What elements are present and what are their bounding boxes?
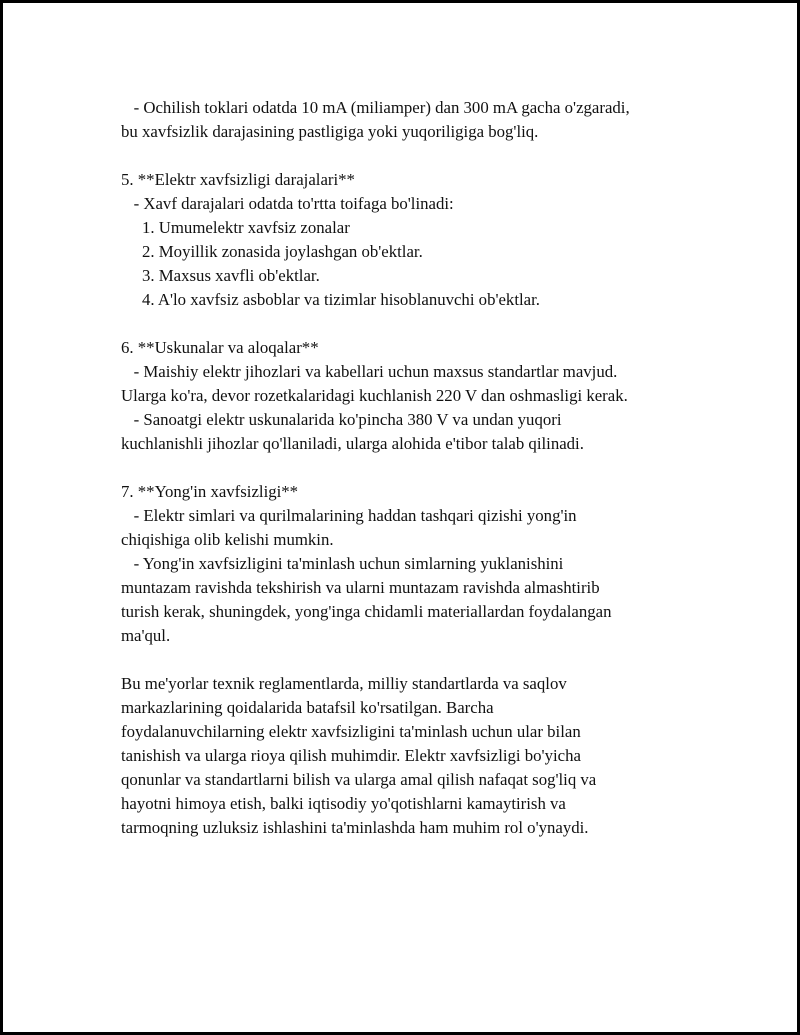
numbered-item: 3. Maxsus xavfli ob'ektlar. — [121, 266, 320, 285]
text-line: ma'qul. — [121, 626, 171, 645]
text-line: Ularga ko'ra, devor rozetkalaridagi kuchlanish 220 V dan oshmasligi kerak. — [121, 386, 628, 405]
text-line: chiqishiga olib kelishi mumkin. — [121, 530, 334, 549]
paragraph-spacer — [121, 312, 701, 336]
text-line: - Ochilish toklari odatda 10 mA (miliamper) dan 300 mA gacha o'zgaradi, — [121, 98, 630, 117]
leakage-current-paragraph — [121, 96, 701, 144]
text-line: tarmoqning uzluksiz ishlashini ta'minlashda ham muhim rol o'ynaydi. — [121, 818, 589, 837]
section-equipment — [121, 336, 701, 456]
section-heading: 6. **Uskunalar va aloqalar** — [121, 338, 319, 357]
numbered-item: 1. Umumelektr xavfsiz zonalar — [121, 218, 350, 237]
text-line: foydalanuvchilarning elektr xavfsizligini ta'minlash uchun ular bilan — [121, 722, 581, 741]
document-body — [121, 96, 701, 840]
paragraph-spacer — [121, 456, 701, 480]
text-line: bu xavfsizlik darajasining pastligiga yoki yuqoriligiga bog'liq. — [121, 122, 539, 141]
section-safety-levels — [121, 168, 701, 312]
text-line: kuchlanishli jihozlar qo'llaniladi, ularga alohida e'tibor talab qilinadi. — [121, 434, 584, 453]
text-line: Bu me'yorlar texnik reglamentlarda, milliy standartlarda va saqlov — [121, 674, 567, 693]
bullet-line: - Xavf darajalari odatda to'rtta toifaga bo'linadi: — [121, 194, 454, 213]
text-line: tanishish va ularga rioya qilish muhimdir. Elektr xavfsizligi bo'yicha — [121, 746, 581, 765]
section-fire-safety — [121, 480, 701, 648]
bullet-line: - Elektr simlari va qurilmalarining haddan tashqari qizishi yong'in — [121, 506, 577, 525]
numbered-item: 4. A'lo xavfsiz asboblar va tizimlar hisoblanuvchi ob'ektlar. — [121, 290, 540, 309]
text-line: hayotni himoya etish, balki iqtisodiy yo'qotishlarni kamaytirish va — [121, 794, 566, 813]
text-line: markazlarining qoidalarida batafsil ko'rsatilgan. Barcha — [121, 698, 494, 717]
numbered-item: 2. Moyillik zonasida joylashgan ob'ektlar. — [121, 242, 423, 261]
paragraph-spacer — [121, 144, 701, 168]
text-line: turish kerak, shuningdek, yong'inga chidamli materiallardan foydalangan — [121, 602, 612, 621]
section-heading: 7. **Yong'in xavfsizligi** — [121, 482, 299, 501]
closing-paragraph — [121, 672, 701, 840]
bullet-line: - Sanoatgi elektr uskunalarida ko'pincha 380 V va undan yuqori — [121, 410, 562, 429]
section-heading: 5. **Elektr xavfsizligi darajalari** — [121, 170, 355, 189]
paragraph-spacer — [121, 648, 701, 672]
bullet-line: - Maishiy elektr jihozlari va kabellari uchun maxsus standartlar mavjud. — [121, 362, 618, 381]
text-line: muntazam ravishda tekshirish va ularni muntazam ravishda almashtirib — [121, 578, 600, 597]
bullet-line: - Yong'in xavfsizligini ta'minlash uchun simlarning yuklanishini — [121, 554, 564, 573]
text-line: qonunlar va standartlarni bilish va ularga amal qilish nafaqat sog'liq va — [121, 770, 597, 789]
